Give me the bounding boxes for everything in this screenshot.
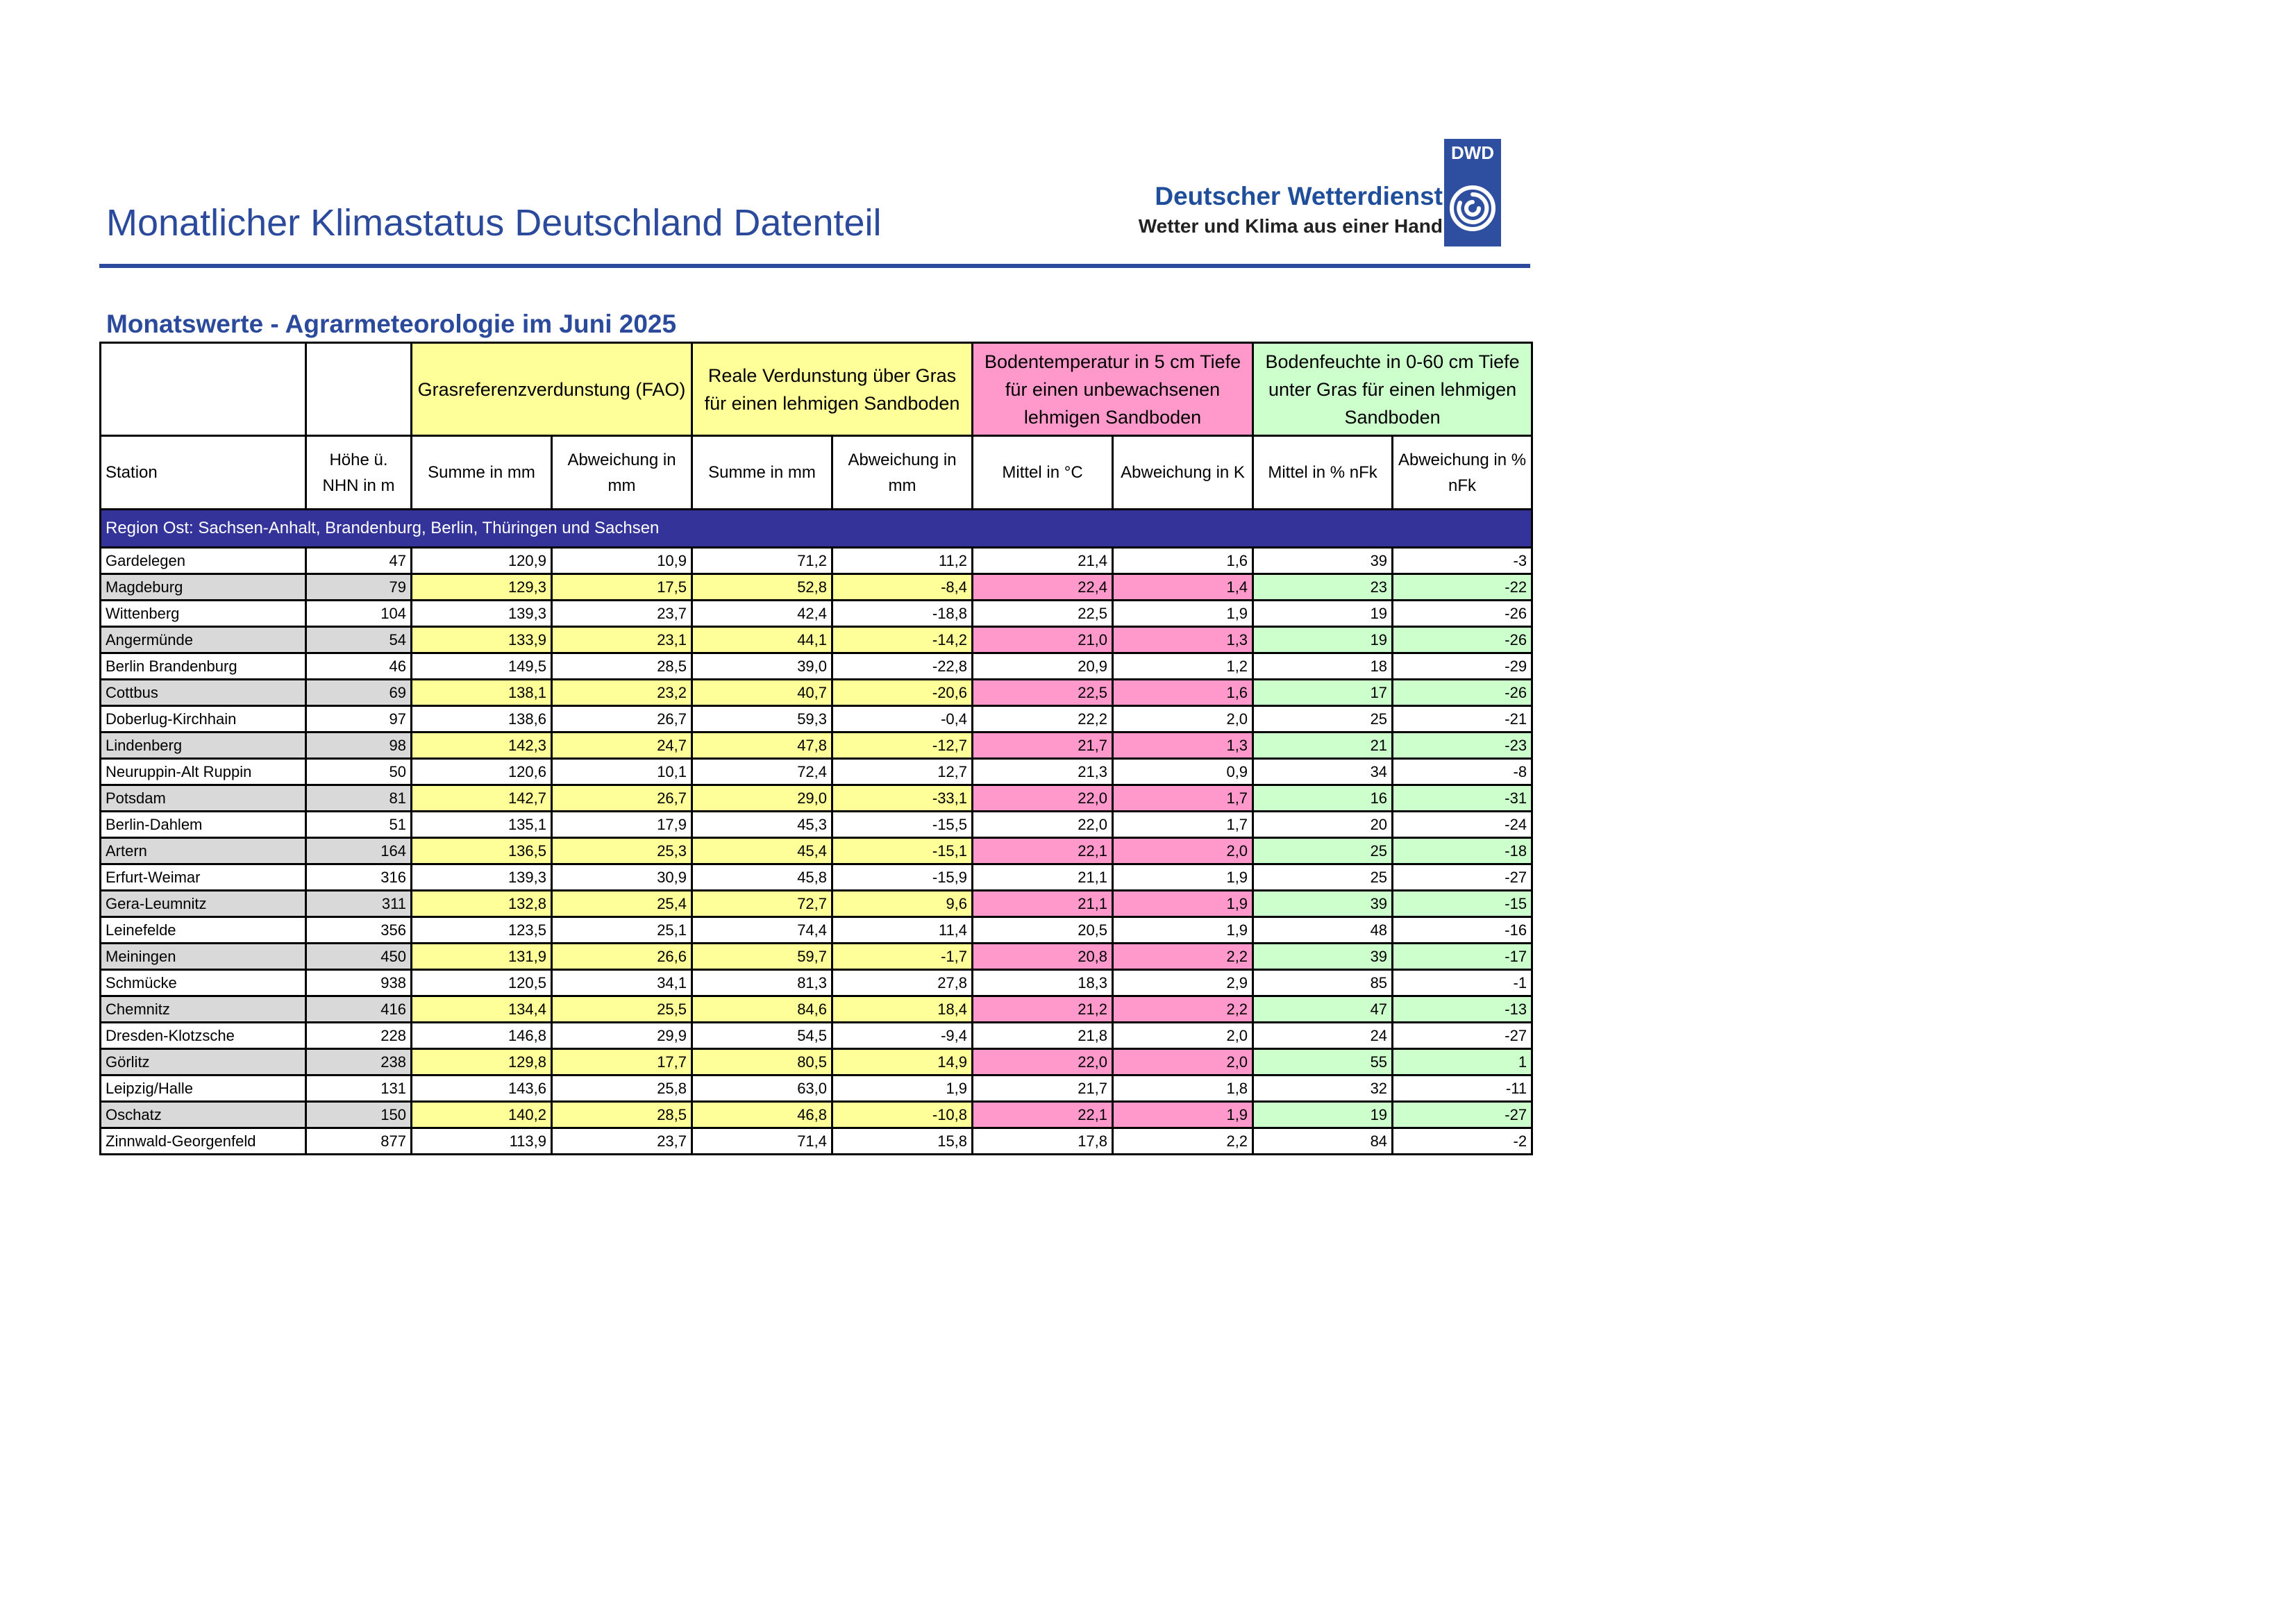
table-row bbox=[101, 601, 1532, 627]
cell-reale-abw: -18,8 bbox=[832, 601, 973, 627]
cell-gras-summe: 149,5 bbox=[412, 653, 552, 680]
cell-station: Chemnitz bbox=[101, 996, 306, 1023]
col-header-gras-summe: Summe in mm bbox=[412, 436, 552, 510]
table-row bbox=[101, 1049, 1532, 1075]
cell-temp-abw: 1,9 bbox=[1113, 864, 1253, 891]
cell-gras-summe: 136,5 bbox=[412, 838, 552, 864]
cell-gras-summe: 129,3 bbox=[412, 574, 552, 601]
cell-temp-mittel: 22,2 bbox=[973, 706, 1113, 733]
cell-feuchte-mittel: 19 bbox=[1253, 1102, 1393, 1128]
cell-hoehe: 316 bbox=[306, 864, 412, 891]
cell-temp-abw: 2,2 bbox=[1113, 1128, 1253, 1155]
cell-station: Gardelegen bbox=[101, 548, 306, 574]
col-header-reale-abw: Abweichung in mm bbox=[832, 436, 973, 510]
cell-feuchte-mittel: 21 bbox=[1253, 733, 1393, 759]
cell-gras-summe: 139,3 bbox=[412, 864, 552, 891]
cell-gras-abw: 26,7 bbox=[552, 785, 692, 812]
cell-gras-summe: 113,9 bbox=[412, 1128, 552, 1155]
cell-reale-abw: 27,8 bbox=[832, 970, 973, 996]
cell-gras-abw: 23,7 bbox=[552, 601, 692, 627]
cell-reale-abw: -20,6 bbox=[832, 680, 973, 706]
cell-temp-mittel: 21,8 bbox=[973, 1023, 1113, 1049]
cell-feuchte-abw: -26 bbox=[1393, 601, 1532, 627]
cell-reale-summe: 29,0 bbox=[692, 785, 832, 812]
cell-feuchte-abw: -21 bbox=[1393, 706, 1532, 733]
cell-hoehe: 79 bbox=[306, 574, 412, 601]
cell-hoehe: 50 bbox=[306, 759, 412, 785]
cell-feuchte-abw: -13 bbox=[1393, 996, 1532, 1023]
cell-feuchte-mittel: 25 bbox=[1253, 864, 1393, 891]
cell-reale-summe: 40,7 bbox=[692, 680, 832, 706]
cell-reale-abw: 12,7 bbox=[832, 759, 973, 785]
cell-feuchte-abw: -2 bbox=[1393, 1128, 1532, 1155]
cell-reale-summe: 47,8 bbox=[692, 733, 832, 759]
cell-hoehe: 81 bbox=[306, 785, 412, 812]
col-header-feuchte-mittel: Mittel in % nFk bbox=[1253, 436, 1393, 510]
cell-reale-summe: 81,3 bbox=[692, 970, 832, 996]
cell-temp-mittel: 21,1 bbox=[973, 864, 1113, 891]
cell-feuchte-mittel: 39 bbox=[1253, 891, 1393, 917]
cell-hoehe: 69 bbox=[306, 680, 412, 706]
cell-station: Leipzig/Halle bbox=[101, 1075, 306, 1102]
cell-temp-abw: 2,2 bbox=[1113, 996, 1253, 1023]
cell-station: Potsdam bbox=[101, 785, 306, 812]
group-header-boden-temp: Bodentemperatur in 5 cm Tiefe für einen unbewachsenen lehmigen Sandboden bbox=[973, 343, 1253, 436]
cell-temp-abw: 1,6 bbox=[1113, 548, 1253, 574]
table-row bbox=[101, 1102, 1532, 1128]
agrarmeteorologie-table bbox=[99, 342, 1533, 1155]
cell-temp-abw: 1,3 bbox=[1113, 627, 1253, 653]
cell-gras-abw: 23,2 bbox=[552, 680, 692, 706]
cell-reale-summe: 59,7 bbox=[692, 944, 832, 970]
region-row bbox=[101, 510, 1532, 548]
table-row bbox=[101, 996, 1532, 1023]
cell-feuchte-mittel: 23 bbox=[1253, 574, 1393, 601]
table-row bbox=[101, 627, 1532, 653]
table-row bbox=[101, 812, 1532, 838]
cell-reale-summe: 45,3 bbox=[692, 812, 832, 838]
cell-gras-abw: 23,1 bbox=[552, 627, 692, 653]
cell-station: Gera-Leumnitz bbox=[101, 891, 306, 917]
cell-feuchte-abw: -27 bbox=[1393, 1102, 1532, 1128]
cell-feuchte-mittel: 85 bbox=[1253, 970, 1393, 996]
cell-temp-abw: 1,9 bbox=[1113, 1102, 1253, 1128]
cell-station: Wittenberg bbox=[101, 601, 306, 627]
cell-hoehe: 98 bbox=[306, 733, 412, 759]
cell-temp-mittel: 22,5 bbox=[973, 680, 1113, 706]
cell-gras-abw: 25,3 bbox=[552, 838, 692, 864]
cell-station: Berlin Brandenburg bbox=[101, 653, 306, 680]
logo-mark-text: DWD bbox=[1450, 142, 1495, 163]
cell-hoehe: 356 bbox=[306, 917, 412, 944]
cell-reale-abw: -15,9 bbox=[832, 864, 973, 891]
cell-temp-abw: 2,2 bbox=[1113, 944, 1253, 970]
table-row bbox=[101, 1128, 1532, 1155]
cell-gras-summe: 120,5 bbox=[412, 970, 552, 996]
col-header-gras-abw: Abweichung in mm bbox=[552, 436, 692, 510]
cell-reale-summe: 72,4 bbox=[692, 759, 832, 785]
cell-gras-abw: 17,7 bbox=[552, 1049, 692, 1075]
cell-reale-summe: 52,8 bbox=[692, 574, 832, 601]
cell-reale-abw: 15,8 bbox=[832, 1128, 973, 1155]
cell-reale-summe: 59,3 bbox=[692, 706, 832, 733]
cell-feuchte-abw: -22 bbox=[1393, 574, 1532, 601]
cell-gras-summe: 132,8 bbox=[412, 891, 552, 917]
cell-hoehe: 131 bbox=[306, 1075, 412, 1102]
cell-feuchte-mittel: 20 bbox=[1253, 812, 1393, 838]
cell-reale-abw: -0,4 bbox=[832, 706, 973, 733]
dwd-spiral-icon bbox=[1448, 174, 1497, 243]
cell-feuchte-abw: -15 bbox=[1393, 891, 1532, 917]
cell-gras-abw: 10,1 bbox=[552, 759, 692, 785]
table-row bbox=[101, 838, 1532, 864]
cell-gras-summe: 138,6 bbox=[412, 706, 552, 733]
cell-station: Angermünde bbox=[101, 627, 306, 653]
cell-gras-abw: 28,5 bbox=[552, 653, 692, 680]
cell-gras-summe: 129,8 bbox=[412, 1049, 552, 1075]
cell-feuchte-abw: -27 bbox=[1393, 1023, 1532, 1049]
cell-reale-summe: 46,8 bbox=[692, 1102, 832, 1128]
table-row bbox=[101, 759, 1532, 785]
cell-hoehe: 46 bbox=[306, 653, 412, 680]
table-row bbox=[101, 733, 1532, 759]
cell-station: Artern bbox=[101, 838, 306, 864]
cell-temp-mittel: 20,9 bbox=[973, 653, 1113, 680]
cell-reale-summe: 45,8 bbox=[692, 864, 832, 891]
cell-gras-abw: 25,8 bbox=[552, 1075, 692, 1102]
cell-hoehe: 47 bbox=[306, 548, 412, 574]
table-row bbox=[101, 864, 1532, 891]
table-row bbox=[101, 653, 1532, 680]
cell-temp-abw: 1,8 bbox=[1113, 1075, 1253, 1102]
cell-temp-abw: 1,3 bbox=[1113, 733, 1253, 759]
cell-hoehe: 238 bbox=[306, 1049, 412, 1075]
cell-temp-abw: 1,4 bbox=[1113, 574, 1253, 601]
cell-gras-abw: 28,5 bbox=[552, 1102, 692, 1128]
table-row bbox=[101, 548, 1532, 574]
col-header-feuchte-abw: Abweichung in % nFk bbox=[1393, 436, 1532, 510]
cell-reale-summe: 84,6 bbox=[692, 996, 832, 1023]
region-label: Region Ost: Sachsen-Anhalt, Brandenburg, Berlin, Thüringen und Sachsen bbox=[101, 510, 1532, 548]
cell-hoehe: 450 bbox=[306, 944, 412, 970]
table-body bbox=[101, 343, 1532, 1155]
cell-temp-abw: 1,9 bbox=[1113, 917, 1253, 944]
cell-reale-abw: -8,4 bbox=[832, 574, 973, 601]
cell-gras-abw: 26,7 bbox=[552, 706, 692, 733]
cell-feuchte-mittel: 24 bbox=[1253, 1023, 1393, 1049]
cell-feuchte-mittel: 25 bbox=[1253, 706, 1393, 733]
cell-gras-summe: 131,9 bbox=[412, 944, 552, 970]
cell-reale-summe: 54,5 bbox=[692, 1023, 832, 1049]
table-row bbox=[101, 891, 1532, 917]
cell-temp-abw: 1,9 bbox=[1113, 891, 1253, 917]
blank-header-cell bbox=[306, 343, 412, 436]
cell-hoehe: 97 bbox=[306, 706, 412, 733]
cell-reale-summe: 74,4 bbox=[692, 917, 832, 944]
cell-station: Lindenberg bbox=[101, 733, 306, 759]
cell-gras-abw: 23,7 bbox=[552, 1128, 692, 1155]
cell-hoehe: 51 bbox=[306, 812, 412, 838]
cell-feuchte-mittel: 55 bbox=[1253, 1049, 1393, 1075]
cell-feuchte-abw: -29 bbox=[1393, 653, 1532, 680]
col-header-temp-mittel: Mittel in °C bbox=[973, 436, 1113, 510]
cell-temp-abw: 1,7 bbox=[1113, 785, 1253, 812]
table-row bbox=[101, 680, 1532, 706]
cell-station: Berlin-Dahlem bbox=[101, 812, 306, 838]
col-header-temp-abw: Abweichung in K bbox=[1113, 436, 1253, 510]
cell-temp-mittel: 21,1 bbox=[973, 891, 1113, 917]
cell-feuchte-mittel: 19 bbox=[1253, 627, 1393, 653]
cell-temp-abw: 2,0 bbox=[1113, 706, 1253, 733]
cell-reale-abw: 11,2 bbox=[832, 548, 973, 574]
cell-feuchte-mittel: 17 bbox=[1253, 680, 1393, 706]
cell-gras-summe: 133,9 bbox=[412, 627, 552, 653]
cell-gras-abw: 29,9 bbox=[552, 1023, 692, 1049]
cell-gras-summe: 120,6 bbox=[412, 759, 552, 785]
cell-feuchte-mittel: 39 bbox=[1253, 548, 1393, 574]
cell-temp-abw: 1,2 bbox=[1113, 653, 1253, 680]
cell-gras-abw: 24,7 bbox=[552, 733, 692, 759]
cell-hoehe: 164 bbox=[306, 838, 412, 864]
cell-temp-mittel: 21,4 bbox=[973, 548, 1113, 574]
cell-temp-mittel: 21,3 bbox=[973, 759, 1113, 785]
cell-temp-mittel: 22,1 bbox=[973, 838, 1113, 864]
logo-name: Deutscher Wetterdienst bbox=[1155, 182, 1443, 210]
table-row bbox=[101, 785, 1532, 812]
group-header-gras: Grasreferenzverdunstung (FAO) bbox=[412, 343, 692, 436]
table-row bbox=[101, 1023, 1532, 1049]
cell-hoehe: 104 bbox=[306, 601, 412, 627]
cell-hoehe: 416 bbox=[306, 996, 412, 1023]
cell-feuchte-mittel: 25 bbox=[1253, 838, 1393, 864]
cell-gras-summe: 146,8 bbox=[412, 1023, 552, 1049]
dwd-logo bbox=[1138, 139, 1507, 250]
cell-gras-summe: 142,3 bbox=[412, 733, 552, 759]
cell-feuchte-mittel: 16 bbox=[1253, 785, 1393, 812]
group-header-boden-feuchte: Bodenfeuchte in 0-60 cm Tiefe unter Gras für einen lehmigen Sandboden bbox=[1253, 343, 1532, 436]
cell-temp-mittel: 20,8 bbox=[973, 944, 1113, 970]
table-row bbox=[101, 706, 1532, 733]
cell-feuchte-abw: -8 bbox=[1393, 759, 1532, 785]
cell-gras-abw: 10,9 bbox=[552, 548, 692, 574]
cell-reale-abw: 1,9 bbox=[832, 1075, 973, 1102]
table-row bbox=[101, 970, 1532, 996]
cell-reale-summe: 42,4 bbox=[692, 601, 832, 627]
cell-feuchte-abw: -27 bbox=[1393, 864, 1532, 891]
cell-temp-abw: 2,0 bbox=[1113, 1023, 1253, 1049]
cell-reale-abw: -15,5 bbox=[832, 812, 973, 838]
cell-temp-mittel: 22,0 bbox=[973, 785, 1113, 812]
cell-temp-abw: 2,0 bbox=[1113, 838, 1253, 864]
cell-feuchte-abw: -16 bbox=[1393, 917, 1532, 944]
cell-station: Zinnwald-Georgenfeld bbox=[101, 1128, 306, 1155]
cell-temp-mittel: 22,4 bbox=[973, 574, 1113, 601]
cell-reale-summe: 72,7 bbox=[692, 891, 832, 917]
cell-reale-summe: 71,2 bbox=[692, 548, 832, 574]
cell-station: Cottbus bbox=[101, 680, 306, 706]
cell-reale-abw: -12,7 bbox=[832, 733, 973, 759]
cell-gras-abw: 17,5 bbox=[552, 574, 692, 601]
cell-gras-abw: 17,9 bbox=[552, 812, 692, 838]
cell-gras-summe: 123,5 bbox=[412, 917, 552, 944]
table-row bbox=[101, 917, 1532, 944]
cell-reale-abw: 14,9 bbox=[832, 1049, 973, 1075]
group-header-reale: Reale Verdunstung über Gras für einen lehmigen Sandboden bbox=[692, 343, 973, 436]
cell-gras-summe: 134,4 bbox=[412, 996, 552, 1023]
cell-reale-abw: 18,4 bbox=[832, 996, 973, 1023]
cell-temp-abw: 1,6 bbox=[1113, 680, 1253, 706]
cell-gras-abw: 30,9 bbox=[552, 864, 692, 891]
cell-feuchte-abw: -26 bbox=[1393, 627, 1532, 653]
cell-reale-abw: -33,1 bbox=[832, 785, 973, 812]
cell-hoehe: 938 bbox=[306, 970, 412, 996]
document-title: Monatlicher Klimastatus Deutschland Datenteil bbox=[106, 202, 882, 244]
cell-feuchte-mittel: 32 bbox=[1253, 1075, 1393, 1102]
column-header-row bbox=[101, 436, 1532, 510]
cell-gras-abw: 25,4 bbox=[552, 891, 692, 917]
cell-feuchte-abw: -26 bbox=[1393, 680, 1532, 706]
cell-feuchte-mittel: 48 bbox=[1253, 917, 1393, 944]
cell-temp-mittel: 22,0 bbox=[973, 812, 1113, 838]
cell-hoehe: 877 bbox=[306, 1128, 412, 1155]
cell-feuchte-mittel: 39 bbox=[1253, 944, 1393, 970]
cell-gras-summe: 120,9 bbox=[412, 548, 552, 574]
cell-station: Leinefelde bbox=[101, 917, 306, 944]
cell-feuchte-abw: -18 bbox=[1393, 838, 1532, 864]
cell-temp-mittel: 22,5 bbox=[973, 601, 1113, 627]
cell-station: Dresden-Klotzsche bbox=[101, 1023, 306, 1049]
cell-temp-mittel: 22,0 bbox=[973, 1049, 1113, 1075]
cell-feuchte-mittel: 47 bbox=[1253, 996, 1393, 1023]
group-header-row bbox=[101, 343, 1532, 436]
cell-hoehe: 311 bbox=[306, 891, 412, 917]
cell-gras-summe: 142,7 bbox=[412, 785, 552, 812]
cell-station: Schmücke bbox=[101, 970, 306, 996]
cell-feuchte-abw: -1 bbox=[1393, 970, 1532, 996]
cell-temp-mittel: 22,1 bbox=[973, 1102, 1113, 1128]
cell-feuchte-abw: -11 bbox=[1393, 1075, 1532, 1102]
cell-feuchte-abw: -24 bbox=[1393, 812, 1532, 838]
cell-gras-abw: 25,1 bbox=[552, 917, 692, 944]
cell-feuchte-mittel: 19 bbox=[1253, 601, 1393, 627]
cell-reale-summe: 71,4 bbox=[692, 1128, 832, 1155]
cell-temp-mittel: 18,3 bbox=[973, 970, 1113, 996]
cell-reale-summe: 45,4 bbox=[692, 838, 832, 864]
cell-temp-abw: 2,9 bbox=[1113, 970, 1253, 996]
cell-temp-mittel: 21,2 bbox=[973, 996, 1113, 1023]
logo-mark bbox=[1444, 139, 1501, 246]
cell-station: Doberlug-Kirchhain bbox=[101, 706, 306, 733]
cell-station: Erfurt-Weimar bbox=[101, 864, 306, 891]
cell-temp-mittel: 17,8 bbox=[973, 1128, 1113, 1155]
col-header-station: Station bbox=[101, 436, 306, 510]
cell-temp-mittel: 21,7 bbox=[973, 1075, 1113, 1102]
cell-reale-abw: -14,2 bbox=[832, 627, 973, 653]
cell-hoehe: 228 bbox=[306, 1023, 412, 1049]
table-row bbox=[101, 944, 1532, 970]
cell-temp-mittel: 21,7 bbox=[973, 733, 1113, 759]
cell-gras-abw: 34,1 bbox=[552, 970, 692, 996]
section-title: Monatswerte - Agrarmeteorologie im Juni 2025 bbox=[106, 310, 677, 338]
cell-reale-abw: -1,7 bbox=[832, 944, 973, 970]
cell-feuchte-abw: -23 bbox=[1393, 733, 1532, 759]
cell-station: Görlitz bbox=[101, 1049, 306, 1075]
cell-gras-summe: 143,6 bbox=[412, 1075, 552, 1102]
cell-reale-abw: 9,6 bbox=[832, 891, 973, 917]
cell-temp-abw: 0,9 bbox=[1113, 759, 1253, 785]
cell-feuchte-mittel: 18 bbox=[1253, 653, 1393, 680]
cell-gras-summe: 135,1 bbox=[412, 812, 552, 838]
cell-station: Oschatz bbox=[101, 1102, 306, 1128]
cell-station: Neuruppin-Alt Ruppin bbox=[101, 759, 306, 785]
cell-feuchte-abw: -3 bbox=[1393, 548, 1532, 574]
cell-gras-summe: 139,3 bbox=[412, 601, 552, 627]
title-rule bbox=[99, 264, 1530, 268]
cell-station: Meiningen bbox=[101, 944, 306, 970]
cell-gras-abw: 25,5 bbox=[552, 996, 692, 1023]
col-header-hoehe: Höhe ü. NHN in m bbox=[306, 436, 412, 510]
cell-feuchte-abw: -17 bbox=[1393, 944, 1532, 970]
cell-temp-abw: 1,7 bbox=[1113, 812, 1253, 838]
cell-reale-summe: 39,0 bbox=[692, 653, 832, 680]
cell-hoehe: 54 bbox=[306, 627, 412, 653]
cell-feuchte-mittel: 84 bbox=[1253, 1128, 1393, 1155]
cell-reale-summe: 63,0 bbox=[692, 1075, 832, 1102]
cell-temp-abw: 2,0 bbox=[1113, 1049, 1253, 1075]
cell-hoehe: 150 bbox=[306, 1102, 412, 1128]
blank-header-cell bbox=[101, 343, 306, 436]
cell-gras-summe: 138,1 bbox=[412, 680, 552, 706]
cell-temp-abw: 1,9 bbox=[1113, 601, 1253, 627]
cell-feuchte-mittel: 34 bbox=[1253, 759, 1393, 785]
cell-reale-abw: -22,8 bbox=[832, 653, 973, 680]
cell-reale-abw: 11,4 bbox=[832, 917, 973, 944]
cell-reale-abw: -10,8 bbox=[832, 1102, 973, 1128]
logo-tagline: Wetter und Klima aus einer Hand bbox=[1138, 215, 1443, 237]
cell-feuchte-abw: 1 bbox=[1393, 1049, 1532, 1075]
cell-feuchte-abw: -31 bbox=[1393, 785, 1532, 812]
cell-reale-abw: -15,1 bbox=[832, 838, 973, 864]
cell-gras-abw: 26,6 bbox=[552, 944, 692, 970]
col-header-reale-summe: Summe in mm bbox=[692, 436, 832, 510]
table-row bbox=[101, 574, 1532, 601]
cell-reale-summe: 44,1 bbox=[692, 627, 832, 653]
cell-gras-summe: 140,2 bbox=[412, 1102, 552, 1128]
cell-reale-summe: 80,5 bbox=[692, 1049, 832, 1075]
cell-temp-mittel: 20,5 bbox=[973, 917, 1113, 944]
cell-reale-abw: -9,4 bbox=[832, 1023, 973, 1049]
table-row bbox=[101, 1075, 1532, 1102]
cell-station: Magdeburg bbox=[101, 574, 306, 601]
cell-temp-mittel: 21,0 bbox=[973, 627, 1113, 653]
